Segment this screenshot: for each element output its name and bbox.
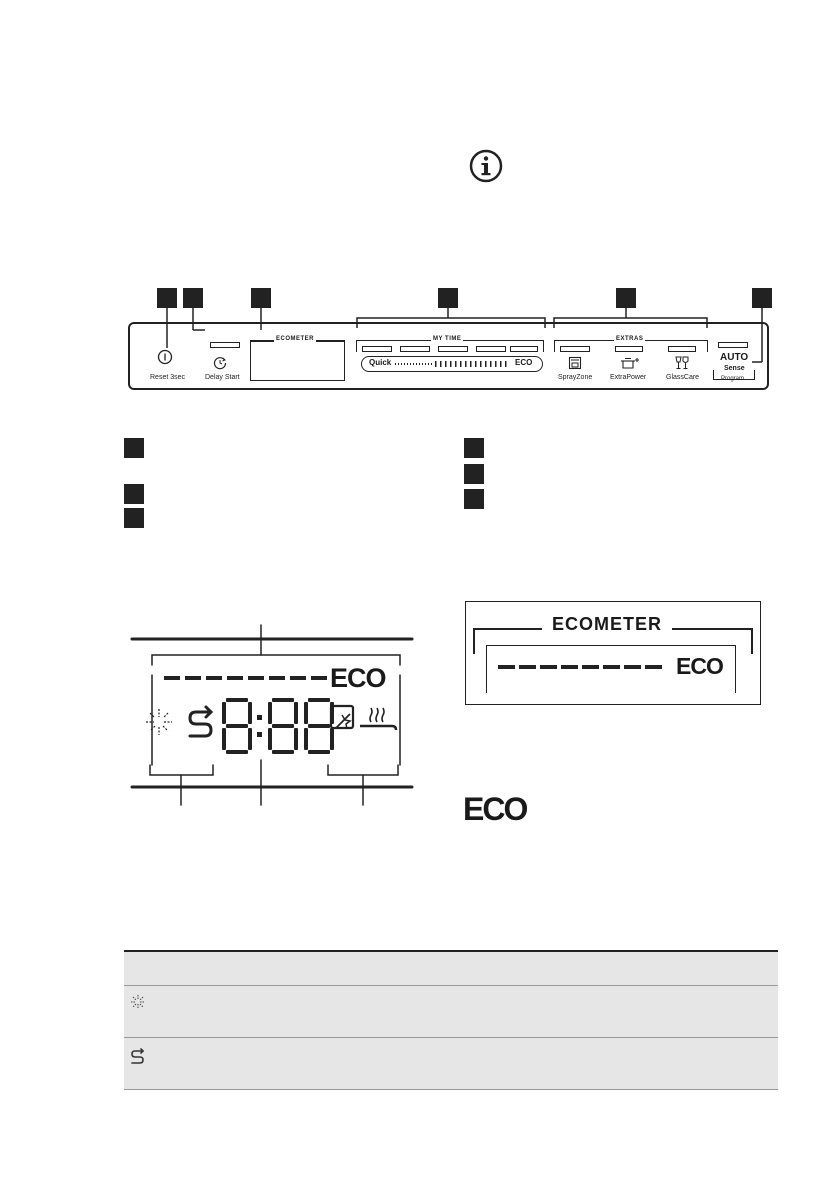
- ecometer-dashes: [498, 663, 668, 671]
- auto-indicator: [718, 342, 748, 348]
- indicator-table: [124, 950, 778, 1090]
- mytime-bar-3[interactable]: [438, 346, 468, 352]
- display-illustration: [120, 620, 420, 810]
- quick-label: Quick: [369, 358, 392, 367]
- extrapower-icon[interactable]: [620, 356, 640, 370]
- mytime-bar-2[interactable]: [400, 346, 430, 352]
- legend-marker: [464, 489, 484, 509]
- glasscare-indicator: [668, 346, 696, 352]
- eco-label: ECO: [515, 358, 533, 367]
- extrapower-indicator: [615, 346, 643, 352]
- delay-start-label: Delay Start: [205, 374, 240, 381]
- salt-icon: [130, 1048, 146, 1066]
- legend-marker: [124, 438, 144, 458]
- display-eco-label: ECO: [330, 663, 386, 693]
- ecometer-frame: [250, 340, 345, 381]
- sense-label: Sense: [724, 365, 745, 372]
- control-panel: [128, 322, 769, 390]
- mytime-bar-1[interactable]: [362, 346, 392, 352]
- legend-marker: [124, 484, 144, 504]
- extrapower-label: ExtraPower: [610, 374, 647, 381]
- auto-label[interactable]: AUTO: [720, 352, 749, 363]
- table-row: [124, 1038, 778, 1090]
- table-header: [124, 952, 778, 986]
- ecometer-eco-label: ECO: [676, 653, 723, 679]
- ecometer-box: [465, 601, 761, 705]
- program-label: Program: [721, 376, 745, 382]
- ecometer-title: ECOMETER: [542, 614, 672, 635]
- mytime-scale: [395, 361, 513, 367]
- sprayzone-indicator: [560, 346, 590, 352]
- mytime-bar-4[interactable]: [476, 346, 506, 352]
- sprayzone-label: SprayZone: [558, 374, 593, 381]
- table-row: [124, 986, 778, 1038]
- power-button[interactable]: [157, 349, 173, 365]
- glasscare-icon[interactable]: [674, 356, 690, 370]
- legend-marker: [464, 464, 484, 484]
- delay-indicator: [210, 342, 240, 348]
- reset-label: Reset 3sec: [150, 374, 186, 381]
- glasscare-label: GlassCare: [666, 374, 700, 381]
- mytime-slider[interactable]: [361, 356, 543, 372]
- sprayzone-icon[interactable]: [568, 356, 582, 370]
- eco-logo: ECO: [463, 791, 527, 827]
- mytime-label: MY TIME: [433, 336, 462, 342]
- legend-marker: [124, 508, 144, 528]
- ecometer-label: ECOMETER: [276, 336, 315, 342]
- mytime-bar-5[interactable]: [510, 346, 538, 352]
- delay-start-button[interactable]: [213, 356, 227, 370]
- rinse-aid-icon: [130, 994, 146, 1010]
- legend-marker: [464, 438, 484, 458]
- extras-label: EXTRAS: [616, 336, 644, 342]
